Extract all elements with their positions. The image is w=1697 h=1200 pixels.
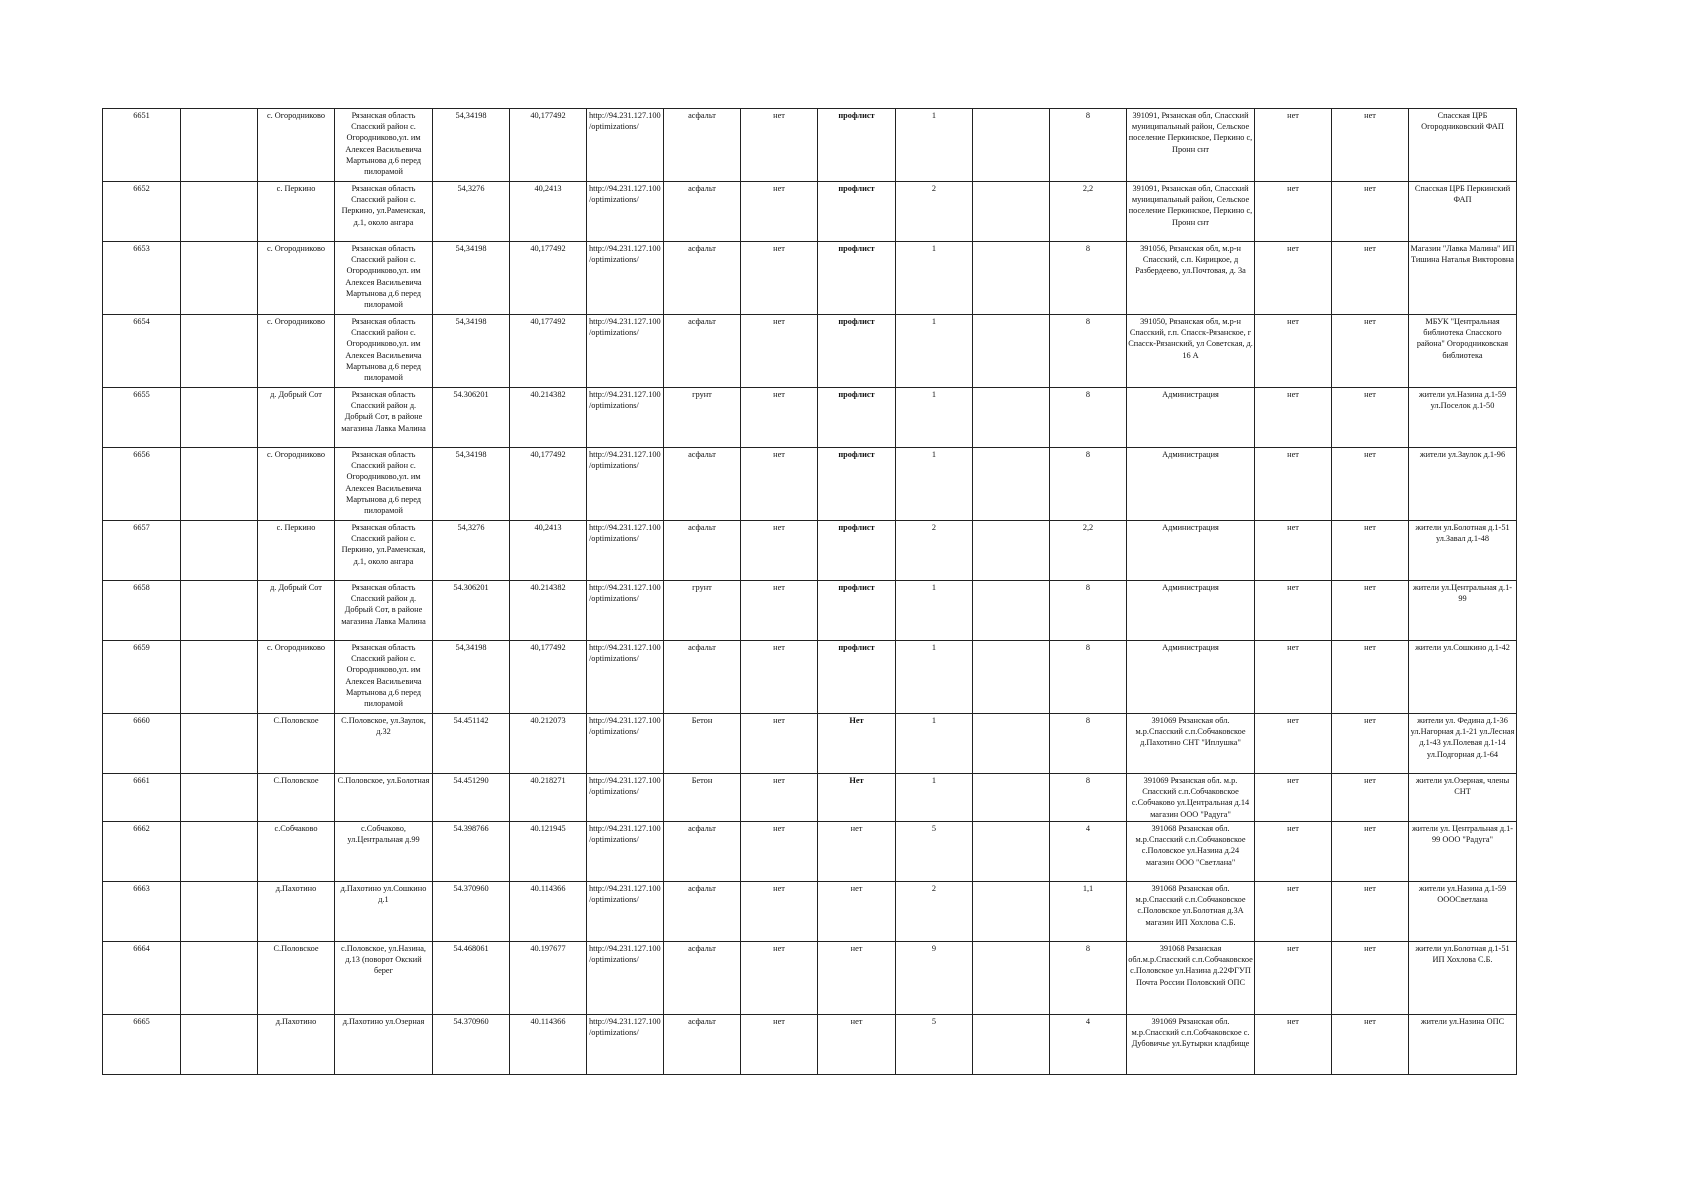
address-cell: Рязанская область Спасский район с. Огородниково,ул. им Алексея Васильевича Мартынова д.6 перед пилорамой — [335, 109, 433, 182]
surface-cell: асфальт — [664, 315, 741, 388]
settlement-cell: с. Перкино — [258, 182, 335, 242]
surface-cell: грунт — [664, 388, 741, 448]
volume-cell: 2,2 — [1050, 182, 1127, 242]
settlement-cell: С.Половское — [258, 714, 335, 774]
sources-cell: жители ул.Озерная, члены СНТ — [1409, 774, 1517, 822]
container-count-cell: 2 — [896, 882, 973, 942]
table-row — [103, 1015, 1517, 1075]
owner-cell: Администрация — [1127, 641, 1255, 714]
cover-cell: профлист — [818, 242, 896, 315]
cover-cell: профлист — [818, 521, 896, 581]
row-number: 6665 — [103, 1015, 181, 1075]
table-row — [103, 641, 1517, 714]
row-number: 6652 — [103, 182, 181, 242]
status-cell: нет — [1255, 1015, 1332, 1075]
cover-cell: профлист — [818, 448, 896, 521]
status-cell: нет — [1255, 822, 1332, 882]
url-cell: http://94.231.127.100/optimizations/ — [587, 581, 664, 641]
table-row — [103, 581, 1517, 641]
volume-cell: 2,2 — [1050, 521, 1127, 581]
empty-cell — [973, 315, 1050, 388]
table-row — [103, 448, 1517, 521]
empty-cell — [973, 641, 1050, 714]
surface-cell: асфальт — [664, 182, 741, 242]
status-cell: нет — [1255, 182, 1332, 242]
surface-cell: асфальт — [664, 822, 741, 882]
status-cell: нет — [1255, 242, 1332, 315]
container-count-cell: 1 — [896, 448, 973, 521]
owner-cell: Администрация — [1127, 388, 1255, 448]
address-cell: С.Половское, ул.Болотная — [335, 774, 433, 822]
status-cell: нет — [1332, 448, 1409, 521]
empty-cell — [973, 242, 1050, 315]
settlement-cell: д. Добрый Сот — [258, 388, 335, 448]
container-count-cell: 5 — [896, 822, 973, 882]
row-number: 6657 — [103, 521, 181, 581]
row-number: 6661 — [103, 774, 181, 822]
sources-cell: жители ул. Федина д.1-36 ул.Нагорная д.1-21 ул.Лесная д.1-43 ул.Полевая д.1-14 ул.Подгорная д.1-64 — [1409, 714, 1517, 774]
table-row — [103, 714, 1517, 774]
owner-cell: 391068 Рязанская обл.м.р.Спасский с.п.Собчаковское с.Половское ул.Назина д.22ФГУП Почта России Половский ОПС — [1127, 942, 1255, 1015]
address-cell: д.Пахотино ул.Озерная — [335, 1015, 433, 1075]
longitude-cell: 40,2413 — [510, 182, 587, 242]
volume-cell: 8 — [1050, 448, 1127, 521]
empty-cell — [181, 315, 258, 388]
status-cell: нет — [1332, 942, 1409, 1015]
empty-cell — [973, 1015, 1050, 1075]
address-cell: с.Половское, ул.Назина, д.13 (поворот Окский берег — [335, 942, 433, 1015]
latitude-cell: 54,34198 — [433, 641, 510, 714]
url-cell: http://94.231.127.100/optimizations/ — [587, 882, 664, 942]
container-count-cell: 5 — [896, 1015, 973, 1075]
cover-cell: Нет — [818, 714, 896, 774]
row-number: 6655 — [103, 388, 181, 448]
fence-cell: нет — [741, 521, 818, 581]
empty-cell — [181, 822, 258, 882]
owner-cell: 391069 Рязанская обл. м.р. Спасский с.п.Собчаковское с.Собчаково ул.Центральная д.14 магазин ООО "Радуга" — [1127, 774, 1255, 822]
settlement-cell: с. Огородниково — [258, 242, 335, 315]
fence-cell: нет — [741, 109, 818, 182]
address-cell: Рязанская область Спасский район с. Перкино, ул.Раменская, д.1, около ангара — [335, 182, 433, 242]
container-count-cell: 1 — [896, 581, 973, 641]
longitude-cell: 40.214382 — [510, 581, 587, 641]
longitude-cell: 40.114366 — [510, 1015, 587, 1075]
container-count-cell: 2 — [896, 521, 973, 581]
status-cell: нет — [1332, 182, 1409, 242]
address-cell: Рязанская область Спасский район д. Добрый Сот, в районе магазина Лавка Малина — [335, 581, 433, 641]
owner-cell: Администрация — [1127, 521, 1255, 581]
fence-cell: нет — [741, 822, 818, 882]
sources-cell: жители ул.Назина д.1-59 ул.Поселок д.1-50 — [1409, 388, 1517, 448]
container-count-cell: 1 — [896, 315, 973, 388]
address-cell: Рязанская область Спасский район с. Перкино, ул.Раменская, д.1, около ангара — [335, 521, 433, 581]
fence-cell: нет — [741, 182, 818, 242]
empty-cell — [181, 109, 258, 182]
latitude-cell: 54.306201 — [433, 581, 510, 641]
surface-cell: асфальт — [664, 942, 741, 1015]
table-row — [103, 521, 1517, 581]
empty-cell — [973, 581, 1050, 641]
sources-cell: жители ул.Назина д.1-59 ОООСветлана — [1409, 882, 1517, 942]
table-row — [103, 315, 1517, 388]
surface-cell: асфальт — [664, 641, 741, 714]
status-cell: нет — [1332, 882, 1409, 942]
status-cell: нет — [1255, 388, 1332, 448]
volume-cell: 8 — [1050, 242, 1127, 315]
owner-cell: Администрация — [1127, 581, 1255, 641]
volume-cell: 8 — [1050, 109, 1127, 182]
empty-cell — [973, 882, 1050, 942]
latitude-cell: 54,34198 — [433, 448, 510, 521]
fence-cell: нет — [741, 581, 818, 641]
table-row — [103, 882, 1517, 942]
surface-cell: Бетон — [664, 774, 741, 822]
cover-cell: нет — [818, 942, 896, 1015]
table-row — [103, 388, 1517, 448]
row-number: 6656 — [103, 448, 181, 521]
longitude-cell: 40,2413 — [510, 521, 587, 581]
fence-cell: нет — [741, 242, 818, 315]
surface-cell: грунт — [664, 581, 741, 641]
row-number: 6654 — [103, 315, 181, 388]
status-cell: нет — [1255, 882, 1332, 942]
status-cell: нет — [1255, 109, 1332, 182]
longitude-cell: 40,177492 — [510, 242, 587, 315]
empty-cell — [973, 109, 1050, 182]
status-cell: нет — [1255, 641, 1332, 714]
fence-cell: нет — [741, 1015, 818, 1075]
empty-cell — [181, 882, 258, 942]
cover-cell: Нет — [818, 774, 896, 822]
latitude-cell: 54,3276 — [433, 521, 510, 581]
url-cell: http://94.231.127.100/optimizations/ — [587, 109, 664, 182]
owner-cell: 391091, Рязанская обл, Спасский муниципальный район, Сельское поселение Перкинское, Перкино с, Пронн снт — [1127, 109, 1255, 182]
table-row — [103, 774, 1517, 822]
status-cell: нет — [1255, 714, 1332, 774]
cover-cell: нет — [818, 822, 896, 882]
row-number: 6659 — [103, 641, 181, 714]
row-number: 6663 — [103, 882, 181, 942]
owner-cell: 391068 Рязанская обл. м.р.Спасский с.п.Собчаковское с.Половское ул.Назина д.24 магазин ООО "Светлана" — [1127, 822, 1255, 882]
cover-cell: профлист — [818, 182, 896, 242]
url-cell: http://94.231.127.100/optimizations/ — [587, 521, 664, 581]
surface-cell: асфальт — [664, 882, 741, 942]
address-cell: С.Половское, ул.Заулок, д.32 — [335, 714, 433, 774]
container-count-cell: 1 — [896, 242, 973, 315]
volume-cell: 8 — [1050, 315, 1127, 388]
fence-cell: нет — [741, 448, 818, 521]
address-cell: Рязанская область Спасский район с. Огородниково,ул. им Алексея Васильевича Мартынова д.6 перед пилорамой — [335, 315, 433, 388]
latitude-cell: 54,34198 — [433, 109, 510, 182]
volume-cell: 8 — [1050, 774, 1127, 822]
cover-cell: профлист — [818, 581, 896, 641]
cover-cell: нет — [818, 1015, 896, 1075]
cover-cell: профлист — [818, 641, 896, 714]
latitude-cell: 54.398766 — [433, 822, 510, 882]
empty-cell — [181, 448, 258, 521]
cover-cell: профлист — [818, 109, 896, 182]
settlement-cell: д.Пахотино — [258, 1015, 335, 1075]
volume-cell: 8 — [1050, 388, 1127, 448]
empty-cell — [973, 942, 1050, 1015]
sources-cell: Спасская ЦРБ Перкинский ФАП — [1409, 182, 1517, 242]
table-row — [103, 822, 1517, 882]
fence-cell: нет — [741, 774, 818, 822]
url-cell: http://94.231.127.100/optimizations/ — [587, 774, 664, 822]
settlement-cell: с.Собчаково — [258, 822, 335, 882]
status-cell: нет — [1332, 242, 1409, 315]
empty-cell — [181, 581, 258, 641]
empty-cell — [181, 242, 258, 315]
volume-cell: 4 — [1050, 1015, 1127, 1075]
fence-cell: нет — [741, 388, 818, 448]
address-cell: д.Пахотино ул.Сошкино д.1 — [335, 882, 433, 942]
volume-cell: 4 — [1050, 822, 1127, 882]
latitude-cell: 54.468061 — [433, 942, 510, 1015]
surface-cell: Бетон — [664, 714, 741, 774]
sources-cell: жители ул.Назина ОПС — [1409, 1015, 1517, 1075]
owner-cell: 391050, Рязанская обл, м.р-н Спасский, г.п. Спасск-Рязанское, г Спасск-Рязанский, ул Советская, д. 16 А — [1127, 315, 1255, 388]
volume-cell: 8 — [1050, 942, 1127, 1015]
fence-cell: нет — [741, 714, 818, 774]
container-count-cell: 1 — [896, 641, 973, 714]
status-cell: нет — [1255, 448, 1332, 521]
row-number: 6662 — [103, 822, 181, 882]
container-count-cell: 2 — [896, 182, 973, 242]
status-cell: нет — [1255, 521, 1332, 581]
settlement-cell: с. Перкино — [258, 521, 335, 581]
row-number: 6653 — [103, 242, 181, 315]
empty-cell — [973, 388, 1050, 448]
address-cell: Рязанская область Спасский район д. Добрый Сот, в районе магазина Лавка Малина — [335, 388, 433, 448]
owner-cell: 391069 Рязанская обл. м.р.Спасский с.п.Собчаковское д.Пахотино СНТ "Иплушка" — [1127, 714, 1255, 774]
settlement-cell: с. Огородниково — [258, 448, 335, 521]
sources-cell: жители ул.Центральная д.1-99 — [1409, 581, 1517, 641]
container-count-cell: 1 — [896, 774, 973, 822]
empty-cell — [181, 774, 258, 822]
empty-cell — [181, 1015, 258, 1075]
status-cell: нет — [1332, 1015, 1409, 1075]
container-count-cell: 1 — [896, 388, 973, 448]
settlement-cell: д.Пахотино — [258, 882, 335, 942]
url-cell: http://94.231.127.100/optimizations/ — [587, 315, 664, 388]
container-count-cell: 1 — [896, 714, 973, 774]
surface-cell: асфальт — [664, 521, 741, 581]
row-number: 6651 — [103, 109, 181, 182]
surface-cell: асфальт — [664, 242, 741, 315]
empty-cell — [973, 182, 1050, 242]
latitude-cell: 54,3276 — [433, 182, 510, 242]
empty-cell — [181, 182, 258, 242]
owner-cell: 391068 Рязанская обл. м.р.Спасский с.п.Собчаковское с.Половское ул.Болотная д.3А магазин ИП Хохлова С.Б. — [1127, 882, 1255, 942]
longitude-cell: 40.197677 — [510, 942, 587, 1015]
url-cell: http://94.231.127.100/optimizations/ — [587, 388, 664, 448]
empty-cell — [973, 714, 1050, 774]
url-cell: http://94.231.127.100/optimizations/ — [587, 182, 664, 242]
empty-cell — [181, 942, 258, 1015]
sources-cell: жители ул.Болотная д.1-51 ИП Хохлова С.Б. — [1409, 942, 1517, 1015]
fence-cell: нет — [741, 942, 818, 1015]
owner-cell: 391091, Рязанская обл, Спасский муниципальный район, Сельское поселение Перкинское, Перкино с, Пронн снт — [1127, 182, 1255, 242]
sources-cell: жители ул. Центральная д.1-99 ООО "Радуга" — [1409, 822, 1517, 882]
latitude-cell: 54.306201 — [433, 388, 510, 448]
volume-cell: 8 — [1050, 714, 1127, 774]
status-cell: нет — [1332, 822, 1409, 882]
sources-cell: Магазин "Лавка Малина" ИП Тишина Наталья Викторовна — [1409, 242, 1517, 315]
empty-cell — [181, 714, 258, 774]
status-cell: нет — [1255, 774, 1332, 822]
status-cell: нет — [1255, 581, 1332, 641]
empty-cell — [973, 774, 1050, 822]
longitude-cell: 40,177492 — [510, 315, 587, 388]
address-cell: Рязанская область Спасский район с. Огородниково,ул. им Алексея Васильевича Мартынова д.6 перед пилорамой — [335, 242, 433, 315]
empty-cell — [973, 822, 1050, 882]
container-count-cell: 9 — [896, 942, 973, 1015]
sources-cell: МБУК "Центральная библиотека Спасского района" Огородниковская библиотека — [1409, 315, 1517, 388]
sources-cell: Спасская ЦРБ Огородниковский ФАП — [1409, 109, 1517, 182]
table-row — [103, 242, 1517, 315]
sources-cell: жители ул.Сошкино д.1-42 — [1409, 641, 1517, 714]
surface-cell: асфальт — [664, 448, 741, 521]
volume-cell: 1,1 — [1050, 882, 1127, 942]
table-row — [103, 109, 1517, 182]
latitude-cell: 54,34198 — [433, 315, 510, 388]
table-row — [103, 942, 1517, 1015]
url-cell: http://94.231.127.100/optimizations/ — [587, 942, 664, 1015]
settlement-cell: С.Половское — [258, 774, 335, 822]
empty-cell — [973, 521, 1050, 581]
url-cell: http://94.231.127.100/optimizations/ — [587, 242, 664, 315]
empty-cell — [181, 641, 258, 714]
status-cell: нет — [1332, 774, 1409, 822]
settlement-cell: с. Огородниково — [258, 109, 335, 182]
longitude-cell: 40.218271 — [510, 774, 587, 822]
volume-cell: 8 — [1050, 641, 1127, 714]
status-cell: нет — [1332, 521, 1409, 581]
cover-cell: профлист — [818, 388, 896, 448]
latitude-cell: 54,34198 — [433, 242, 510, 315]
waste-sites-table — [102, 108, 1517, 1075]
url-cell: http://94.231.127.100/optimizations/ — [587, 1015, 664, 1075]
surface-cell: асфальт — [664, 1015, 741, 1075]
latitude-cell: 54.451142 — [433, 714, 510, 774]
settlement-cell: с. Огородниково — [258, 641, 335, 714]
fence-cell: нет — [741, 641, 818, 714]
table-row — [103, 182, 1517, 242]
url-cell: http://94.231.127.100/optimizations/ — [587, 822, 664, 882]
container-count-cell: 1 — [896, 109, 973, 182]
volume-cell: 8 — [1050, 581, 1127, 641]
cover-cell: нет — [818, 882, 896, 942]
sources-cell: жители ул.Заулок д.1-96 — [1409, 448, 1517, 521]
longitude-cell: 40,177492 — [510, 641, 587, 714]
status-cell: нет — [1332, 581, 1409, 641]
url-cell: http://94.231.127.100/optimizations/ — [587, 448, 664, 521]
status-cell: нет — [1255, 942, 1332, 1015]
address-cell: с.Собчаково, ул.Центральная д.99 — [335, 822, 433, 882]
row-number: 6664 — [103, 942, 181, 1015]
status-cell: нет — [1332, 641, 1409, 714]
latitude-cell: 54.370960 — [433, 882, 510, 942]
settlement-cell: С.Половское — [258, 942, 335, 1015]
longitude-cell: 40.114366 — [510, 882, 587, 942]
empty-cell — [181, 388, 258, 448]
url-cell: http://94.231.127.100/optimizations/ — [587, 714, 664, 774]
status-cell: нет — [1332, 714, 1409, 774]
empty-cell — [181, 521, 258, 581]
longitude-cell: 40,177492 — [510, 448, 587, 521]
longitude-cell: 40.214382 — [510, 388, 587, 448]
document-page — [102, 108, 1517, 1075]
longitude-cell: 40.121945 — [510, 822, 587, 882]
sources-cell: жители ул.Болотная д.1-51 ул.Завал д.1-48 — [1409, 521, 1517, 581]
address-cell: Рязанская область Спасский район с. Огородниково,ул. им Алексея Васильевича Мартынова д.6 перед пилорамой — [335, 448, 433, 521]
owner-cell: 391069 Рязанская обл. м.р.Спасский с.п.Собчаковское с. Дубовичье ул.Бутырки кладбище — [1127, 1015, 1255, 1075]
cover-cell: профлист — [818, 315, 896, 388]
surface-cell: асфальт — [664, 109, 741, 182]
settlement-cell: д. Добрый Сот — [258, 581, 335, 641]
status-cell: нет — [1332, 109, 1409, 182]
row-number: 6660 — [103, 714, 181, 774]
owner-cell: 391056, Рязанская обл, м.р-н Спасский, с.п. Кирицкое, д Разбердеево, ул.Почтовая, д. 3а — [1127, 242, 1255, 315]
fence-cell: нет — [741, 315, 818, 388]
row-number: 6658 — [103, 581, 181, 641]
latitude-cell: 54.451290 — [433, 774, 510, 822]
status-cell: нет — [1332, 388, 1409, 448]
status-cell: нет — [1255, 315, 1332, 388]
status-cell: нет — [1332, 315, 1409, 388]
settlement-cell: с. Огородниково — [258, 315, 335, 388]
url-cell: http://94.231.127.100/optimizations/ — [587, 641, 664, 714]
longitude-cell: 40.212073 — [510, 714, 587, 774]
owner-cell: Администрация — [1127, 448, 1255, 521]
table-body — [103, 109, 1517, 1075]
address-cell: Рязанская область Спасский район с. Огородниково,ул. им Алексея Васильевича Мартынова д.6 перед пилорамой — [335, 641, 433, 714]
latitude-cell: 54.370960 — [433, 1015, 510, 1075]
longitude-cell: 40,177492 — [510, 109, 587, 182]
empty-cell — [973, 448, 1050, 521]
fence-cell: нет — [741, 882, 818, 942]
